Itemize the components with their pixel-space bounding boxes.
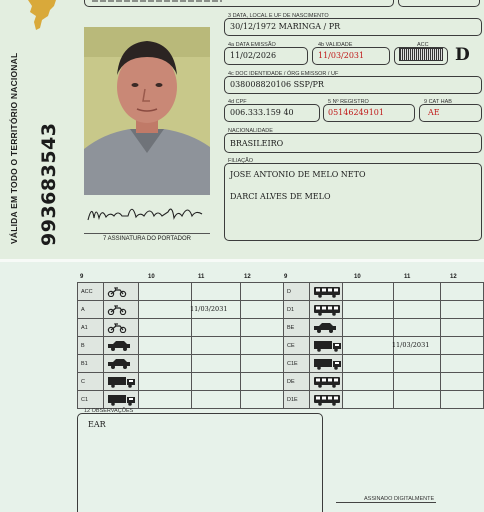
left-table-row [78,355,286,373]
vehicle-icon [309,319,343,337]
right-table-cell [440,301,483,319]
observations-value: EAR [88,420,106,429]
registro-label: 5 Nº REGISTRO [328,99,369,105]
right-table-row [284,283,484,301]
right-col-head-10: 10 [354,274,361,280]
vehicle-icon [104,373,139,391]
left-table-cell [139,337,192,355]
left-table-row [78,391,286,409]
category-table-left [77,282,286,409]
signature-label: 7 ASSINATURA DO PORTADOR [102,236,192,242]
left-table-category-code: A1 [78,319,104,337]
nationality-value: BRASILEIRO [230,139,284,148]
vehicle-icon [104,319,139,337]
vehicle-icon [309,373,343,391]
left-table-validity-cell [192,283,241,301]
left-table-cell [241,319,286,337]
left-table-row [78,283,286,301]
right-table-cell [343,355,394,373]
validity-value: 11/03/2031 [318,51,365,60]
right-table-row [284,355,484,373]
issue-label: 4a DATA EMISSÃO [228,42,276,48]
digital-sign-label: ASSINADO DIGITALMENTE [364,496,435,502]
left-table-cell [139,319,192,337]
right-table-cell [343,283,394,301]
category-table-right [283,282,484,409]
left-table-cell [241,391,286,409]
left-table-cell [139,301,192,319]
left-table-validity-date: 11/03/2031 [190,305,228,313]
right-table-cell [440,319,483,337]
filiacao-label: FILIAÇÃO [228,158,254,164]
right-table-category-code: CE [284,337,310,355]
vehicle-icon [104,301,139,319]
document-number: 993683543 [38,122,60,246]
right-table-category-code: DE [284,373,310,391]
right-col-head-12: 12 [450,274,457,280]
left-table-category-code: C [78,373,104,391]
left-table-validity-cell [192,391,241,409]
right-col-head-11: 11 [404,274,411,280]
birth-value: 30/12/1972 MARINGA / PR [230,22,341,31]
left-table-validity-cell [192,301,241,319]
right-table-cell [440,373,483,391]
left-table-row [78,337,286,355]
cpf-label: 4d CPF [228,99,247,105]
right-table-cell [440,283,483,301]
registro-value: 05146249101 [328,108,384,117]
left-table-cell [139,283,192,301]
right-table-category-code: D [284,283,310,301]
right-table-validity-cell [393,373,440,391]
vehicle-icon [104,391,139,409]
left-table-validity-cell [192,373,241,391]
left-table-category-code: B1 [78,355,104,373]
right-table-cell [343,319,394,337]
signature-line [84,233,210,234]
right-table-validity-cell [393,337,440,355]
vehicle-icon [309,301,343,319]
left-table-cell [139,373,192,391]
right-table-row [284,301,484,319]
right-table-row [284,391,484,409]
left-table-row [78,373,286,391]
left-table-cell [241,301,286,319]
right-col-head-9: 9 [284,274,288,280]
right-table-cell [440,355,483,373]
observations-label: 12 OBSERVAÇÕES [84,408,134,414]
left-table-validity-cell [192,355,241,373]
left-table-validity-cell [192,319,241,337]
left-col-head-11: 11 [198,274,205,280]
right-table-validity-cell [393,319,440,337]
cpf-value: 006.333.159 40 [230,108,294,117]
right-table-validity-date: 11/03/2031 [391,341,430,349]
digital-sign-line [336,502,436,503]
vehicle-icon [104,355,139,373]
nationality-label: NACIONALIDADE [228,128,273,134]
birth-label: 3 DATA, LOCAL E UF DE NASCIMENTO [228,13,329,19]
left-table-category-code: C1 [78,391,104,409]
right-table-validity-cell [393,355,440,373]
right-table-category-code: C1E [284,355,310,373]
left-col-head-12: 12 [244,274,251,280]
right-table-category-code: BE [284,319,310,337]
left-table-cell [139,355,192,373]
left-table-cell [241,337,286,355]
vehicle-icon [309,337,343,355]
cnh-top-right-box [398,0,480,7]
right-table-validity-cell [393,301,440,319]
doc-label: 4c DOC IDENTIDADE / ÓRG EMISSOR / UF [228,71,339,77]
right-table-cell [343,373,394,391]
cathab-value: AE [428,108,440,117]
left-table-row [78,319,286,337]
father-name: JOSE ANTONIO DE MELO NETO [230,170,366,179]
right-table-row [284,373,484,391]
right-table-cell [343,301,394,319]
holder-photo [84,27,210,195]
left-table-cell [241,355,286,373]
cathab-label: 9 CAT HAB [424,99,452,105]
issue-value: 11/02/2026 [230,51,277,60]
left-table-category-code: ACC [78,283,104,301]
observations-box [77,413,323,512]
vehicle-icon [104,283,139,301]
right-table-cell [440,337,483,355]
brazil-map-icon [26,0,60,30]
vehicle-icon [309,355,343,373]
right-table-validity-cell [393,283,440,301]
holder-signature [84,198,210,230]
right-table-row [284,337,484,355]
right-table-cell [343,391,394,409]
right-table-validity-cell [393,391,440,409]
right-table-cell [343,337,394,355]
doc-value: 038008820106 SSP/PR [230,80,324,89]
mother-name: DARCI ALVES DE MELO [230,192,331,201]
left-table-category-code: B [78,337,104,355]
right-table-category-code: D1E [284,391,310,409]
left-table-category-code: A [78,301,104,319]
validity-label: 4b VALIDADE [318,42,353,48]
vehicle-icon [309,391,343,409]
right-table-cell [440,391,483,409]
left-col-head-9: 9 [80,274,84,280]
vehicle-icon [104,337,139,355]
left-table-cell [241,373,286,391]
left-table-cell [139,391,192,409]
right-table-row [284,319,484,337]
acc-label: ACC [417,42,429,48]
left-col-head-10: 10 [148,274,155,280]
vehicle-icon [309,283,343,301]
left-table-validity-cell [192,337,241,355]
left-table-row [78,301,286,319]
acc-barcode-icon [399,48,443,61]
right-table-category-code: D1 [284,301,310,319]
category-letter: D [455,45,470,65]
validity-notice: VÁLIDA EM TODO O TERRITÓRIO NACIONAL [9,52,19,244]
left-table-cell [241,283,286,301]
